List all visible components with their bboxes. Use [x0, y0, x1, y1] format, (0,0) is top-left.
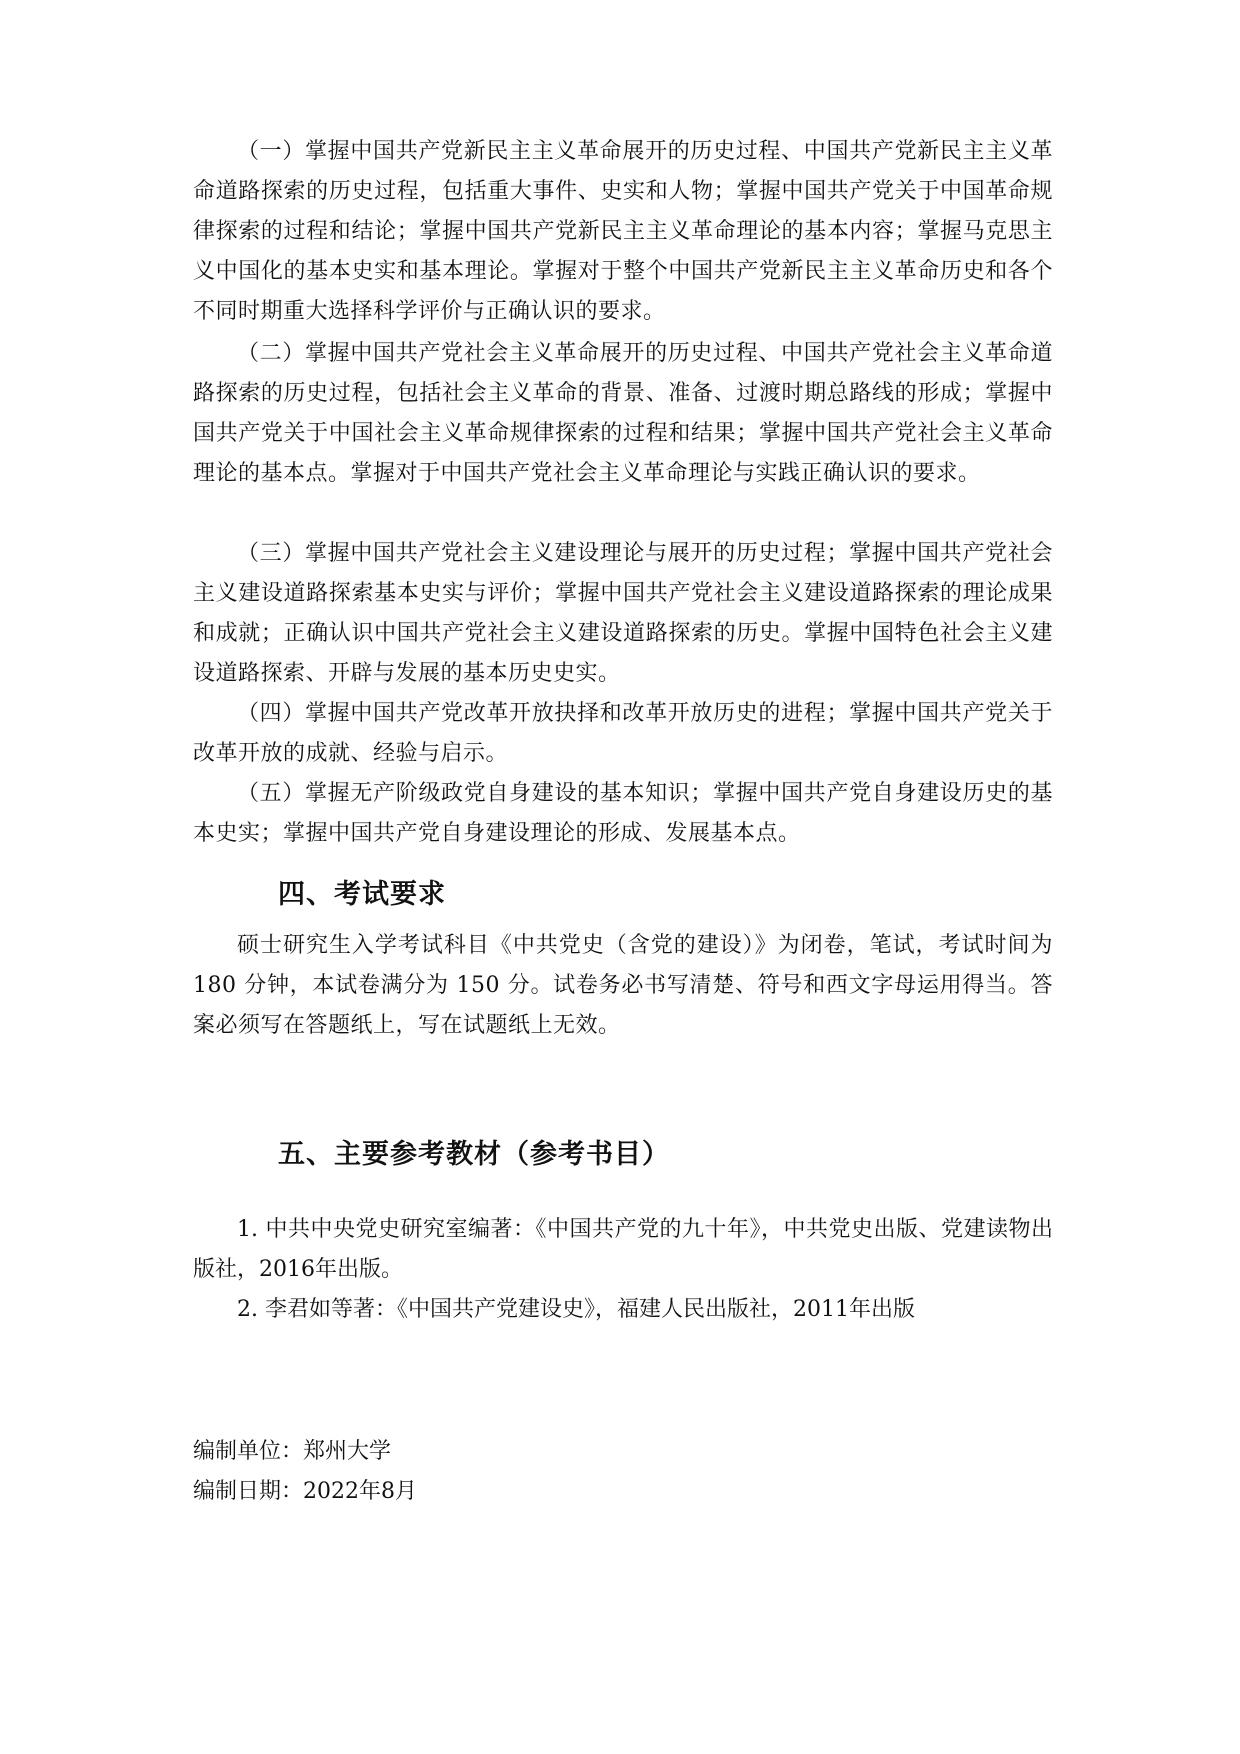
exam-requirements-heading: 四、考试要求	[278, 879, 446, 910]
reference-item-2: 2. 李君如等著：《中国共产党建设史》，福建人民出版社，2011年出版	[237, 1297, 915, 1322]
compiling-unit: 编制单位：郑州大学	[193, 1439, 392, 1464]
references-heading: 五、主要参考教材（参考书目）	[278, 1139, 670, 1170]
exam-item-2: （二）掌握中国共产党社会主义革命展开的历史过程、中国共产党社会主义革命道路探索的历史过程，包括社会主义革命的背景、准备、过渡时期总路线的形成；掌握中国共产党关于中国社会主义革命规律探索的过程和结果；掌握中国共产党社会主义革命理论的基本点。掌握对于中国共产党社会主义革命理论与实践正确认识的要求。	[193, 341, 1053, 486]
exam-item-1: （一）掌握中国共产党新民主主义革命展开的历史过程、中国共产党新民主主义革命道路探索的历史过程，包括重大事件、史实和人物；掌握中国共产党关于中国革命规律探索的过程和结论；掌握中国共产党新民主主义革命理论的基本内容；掌握马克思主义中国化的基本史实和基本理论。掌握对于整个中国共产党新民主主义革命历史和各个不同时期重大选择科学评价与正确认识的要求。	[193, 139, 1053, 324]
exam-requirements-body: 硕士研究生入学考试科目《中共党史（含党的建设）》为闭卷，笔试，考试时间为 180 分钟，本试卷满分为 150 分。试卷务必书写清楚、符号和西文字母运用得当。答案必须写在答题纸上，写在试题纸上无效。	[193, 933, 1053, 1038]
reference-item-1: 1. 中共中央党史研究室编著：《中国共产党的九十年》，中共党史出版、党建读物出版社，2016年出版。	[193, 1217, 1053, 1282]
exam-item-5: （五）掌握无产阶级政党自身建设的基本知识；掌握中国共产党自身建设历史的基本史实；掌握中国共产党自身建设理论的形成、发展基本点。	[193, 781, 1053, 846]
exam-item-3: （三）掌握中国共产党社会主义建设理论与展开的历史过程；掌握中国共产党社会主义建设道路探索基本史实与评价；掌握中国共产党社会主义建设道路探索的理论成果和成就；正确认识中国共产党社会主义建设道路探索的历史。掌握中国特色社会主义建设道路探索、开辟与发展的基本历史史实。	[193, 541, 1053, 686]
compiling-date: 编制日期：2022年8月	[193, 1479, 417, 1504]
exam-item-4: （四）掌握中国共产党改革开放抉择和改革开放历史的进程；掌握中国共产党关于改革开放的成就、经验与启示。	[193, 701, 1053, 766]
